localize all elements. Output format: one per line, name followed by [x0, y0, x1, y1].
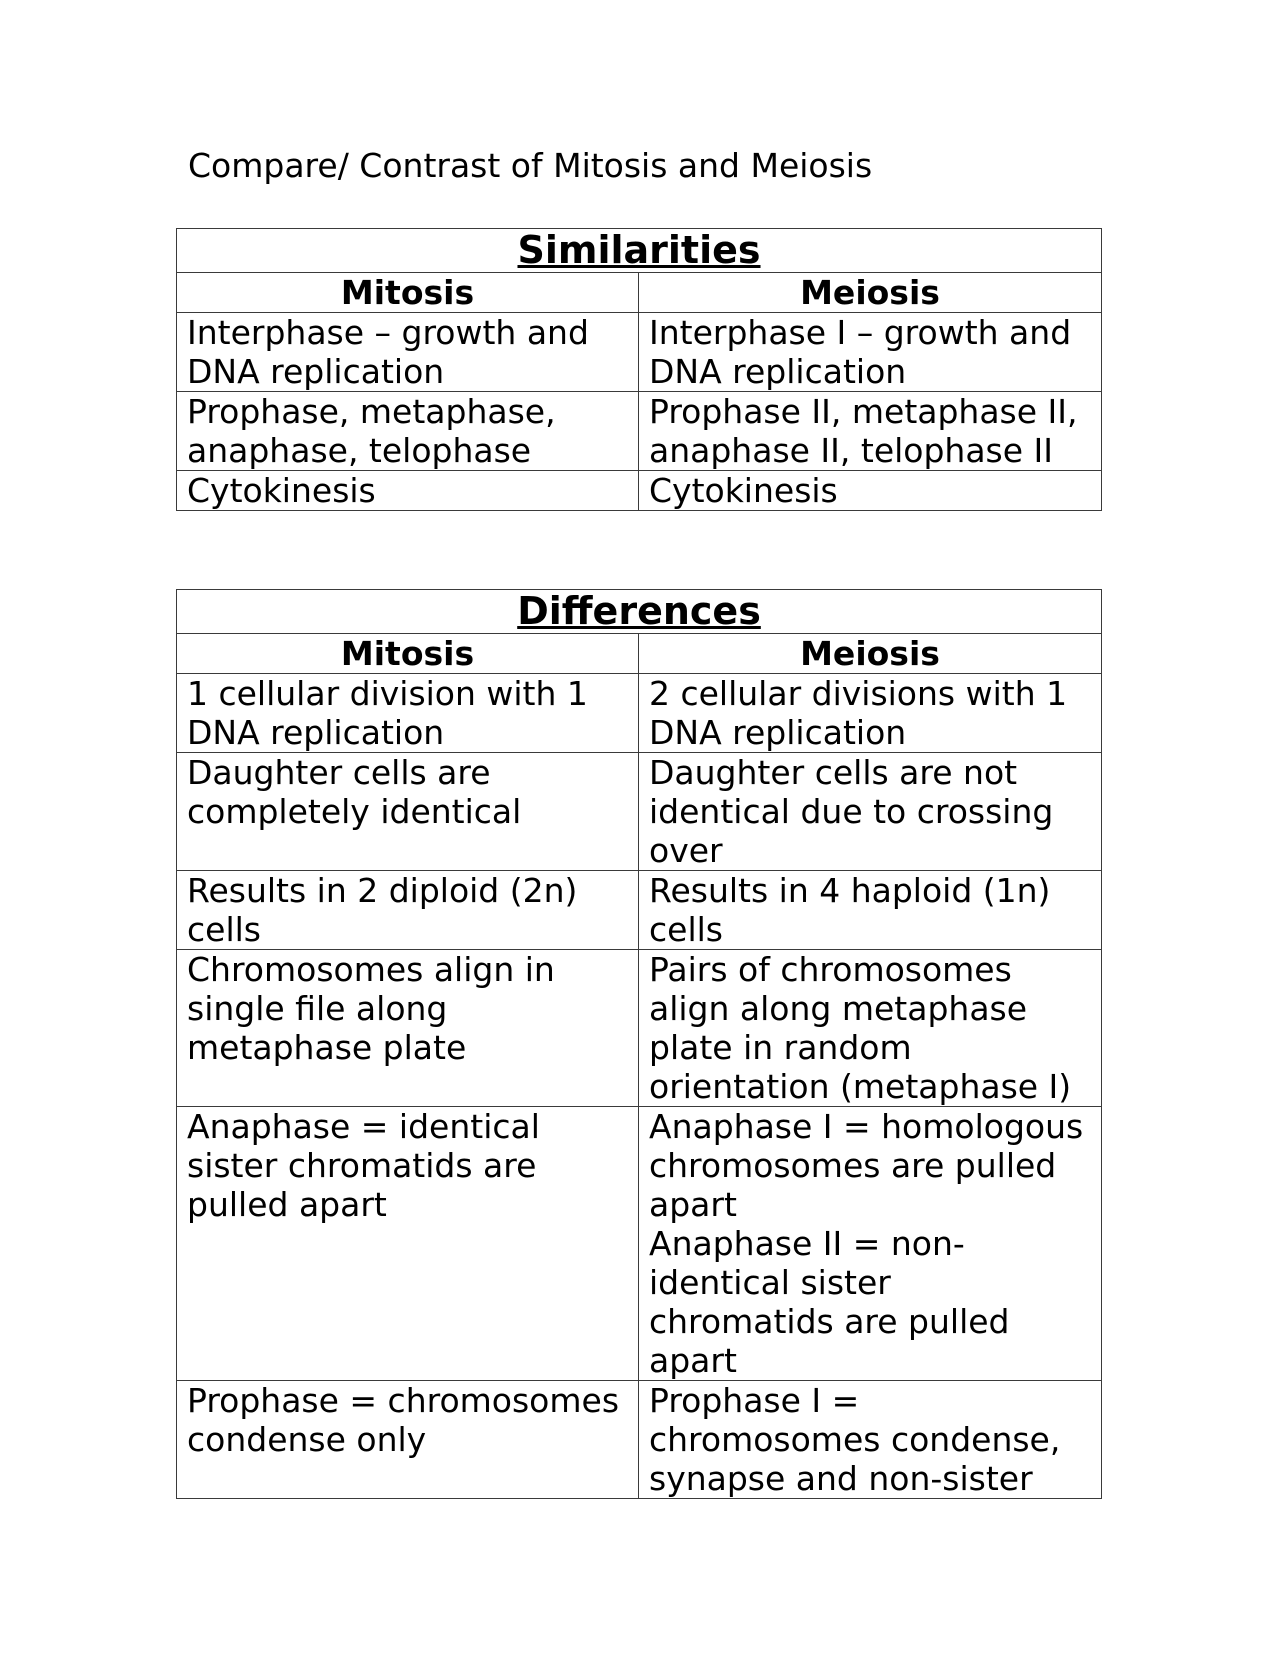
cell-text-line: Anaphase I = homologous	[649, 1107, 1084, 1146]
cell-text-line: Prophase, metaphase,	[187, 392, 556, 431]
cell-text-line: apart	[649, 1341, 737, 1380]
cell-text-line: Interphase – growth and	[187, 313, 589, 352]
similarities-heading: Similarities	[177, 229, 1102, 273]
differences-table	[176, 589, 1102, 1499]
cell-text-line: cells	[649, 910, 723, 949]
cell-text-line: pulled apart	[187, 1185, 387, 1224]
cell-text-line: orientation (metaphase I)	[649, 1067, 1072, 1106]
cell-text-line: Results in 4 haploid (1n)	[649, 871, 1051, 910]
cell-text-line: chromatids are pulled	[649, 1302, 1010, 1341]
differences-mitosis-cell	[177, 950, 639, 1107]
cell-text-line: Prophase II, metaphase II,	[649, 392, 1078, 431]
cell-text-line: plate in random	[649, 1028, 912, 1067]
differences-row	[177, 871, 1102, 950]
cell-text-line: align along metaphase	[649, 989, 1028, 1028]
cell-text-line: DNA replication	[649, 713, 907, 752]
cell-text-line: identical sister	[649, 1263, 891, 1302]
cell-text-line: DNA replication	[649, 352, 907, 391]
cell-text-line: anaphase II, telophase II	[649, 431, 1054, 470]
cell-text-line: Cytokinesis	[649, 471, 838, 510]
differences-meiosis-cell	[639, 1381, 1102, 1499]
cell-text-line: 1 cellular division with 1	[187, 674, 588, 713]
cell-text-line: condense only	[187, 1420, 427, 1459]
cell-text-line: Anaphase II = non-	[649, 1224, 965, 1263]
similarities-body	[177, 313, 1102, 511]
cell-text-line: completely identical	[187, 792, 522, 831]
differences-meiosis-cell	[639, 950, 1102, 1107]
similarities-row	[177, 471, 1102, 511]
cell-text-line: chromosomes condense,	[649, 1420, 1061, 1459]
differences-body	[177, 674, 1102, 1499]
differences-row	[177, 674, 1102, 753]
similarities-meiosis-cell	[639, 471, 1102, 511]
differences-mitosis-header: Mitosis	[177, 634, 639, 674]
cell-text-line: Pairs of chromosomes	[649, 950, 1012, 989]
cell-text-line: Results in 2 diploid (2n)	[187, 871, 578, 910]
similarities-mitosis-cell	[177, 313, 639, 392]
differences-mitosis-cell	[177, 871, 639, 950]
cell-text-line: single file along	[187, 989, 448, 1028]
similarities-meiosis-cell	[639, 392, 1102, 471]
differences-row	[177, 1381, 1102, 1499]
similarities-row	[177, 392, 1102, 471]
differences-mitosis-cell	[177, 1107, 639, 1381]
similarities-row	[177, 313, 1102, 392]
similarities-meiosis-cell	[639, 313, 1102, 392]
cell-text-line: Prophase = chromosomes	[187, 1381, 620, 1420]
differences-row	[177, 950, 1102, 1107]
cell-text-line: DNA replication	[187, 352, 445, 391]
similarities-mitosis-cell	[177, 392, 639, 471]
cell-text-line: metaphase plate	[187, 1028, 467, 1067]
cell-text-line: over	[649, 831, 723, 870]
similarities-mitosis-cell	[177, 471, 639, 511]
cell-text-line: Anaphase = identical	[187, 1107, 540, 1146]
differences-meiosis-cell	[639, 871, 1102, 950]
differences-meiosis-header: Meiosis	[639, 634, 1102, 674]
similarities-table	[176, 228, 1102, 511]
cell-text-line: apart	[649, 1185, 737, 1224]
differences-heading: Differences	[177, 590, 1102, 634]
differences-row	[177, 1107, 1102, 1381]
cell-text-line: DNA replication	[187, 713, 445, 752]
similarities-mitosis-header: Mitosis	[177, 273, 639, 313]
differences-mitosis-cell	[177, 674, 639, 753]
cell-text-line: Daughter cells are	[187, 753, 491, 792]
cell-text-line: 2 cellular divisions with 1	[649, 674, 1068, 713]
cell-text-line: Chromosomes align in	[187, 950, 555, 989]
cell-text-line: chromosomes are pulled	[649, 1146, 1057, 1185]
differences-row	[177, 753, 1102, 871]
cell-text-line: Daughter cells are not	[649, 753, 1018, 792]
differences-mitosis-cell	[177, 753, 639, 871]
cell-text-line: Cytokinesis	[187, 471, 376, 510]
cell-text-line: synapse and non-sister	[649, 1459, 1033, 1498]
cell-text-line: anaphase, telophase	[187, 431, 532, 470]
document-title: Compare/ Contrast of Mitosis and Meiosis	[188, 146, 873, 185]
similarities-meiosis-header: Meiosis	[639, 273, 1102, 313]
cell-text-line: Interphase I – growth and	[649, 313, 1072, 352]
differences-meiosis-cell	[639, 753, 1102, 871]
differences-mitosis-cell	[177, 1381, 639, 1499]
differences-meiosis-cell	[639, 1107, 1102, 1381]
cell-text-line: cells	[187, 910, 261, 949]
cell-text-line: identical due to crossing	[649, 792, 1054, 831]
differences-meiosis-cell	[639, 674, 1102, 753]
cell-text-line: sister chromatids are	[187, 1146, 537, 1185]
cell-text-line: Prophase I =	[649, 1381, 860, 1420]
